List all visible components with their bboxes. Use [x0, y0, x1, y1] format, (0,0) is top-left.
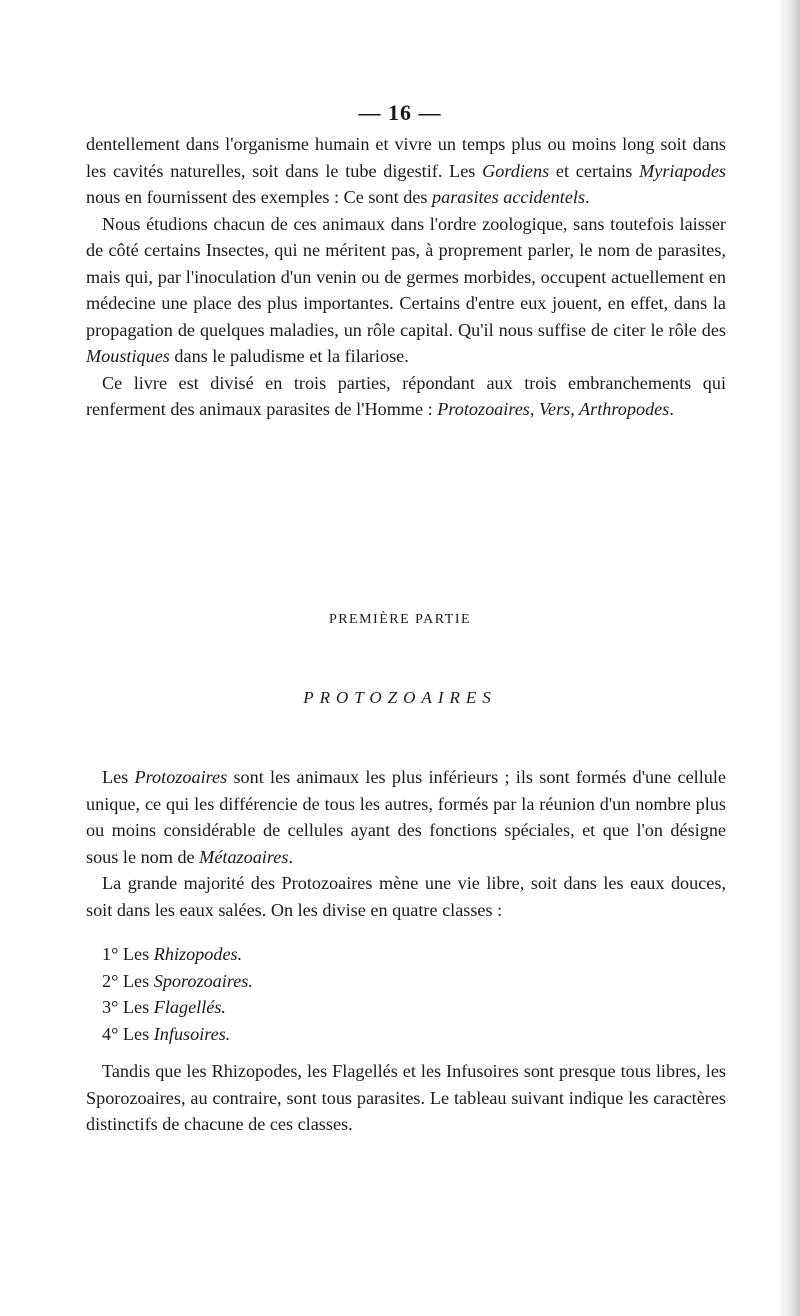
- protozoa-class-list: [102, 941, 253, 1047]
- intro-paragraph-3: Ce livre est divisé en trois parties, répondant aux trois embranchements qui renferment des animaux parasites de l'Homme : Protozoaires, Vers, Arthropodes.: [86, 372, 726, 419]
- list-item: 3° Les Flagellés.: [102, 997, 226, 1017]
- intro-paragraph-2: Nous étudions chacun de ces animaux dans l'ordre zoologique, sans toutefois laisser de côté certains Insectes, qui ne méritent pas, à proprement parler, le nom de parasites, mais qui, par l'inoculation d'un venin ou de germes morbides, occupent actuellement en médecine une place des plus importantes. Certains d'entre eux jouent, en effet, dans la propagation de quelques maladies, un rôle capital. Qu'il nous suffise de citer le rôle des Moustiques dans le paludisme et la filariose.: [86, 213, 726, 366]
- page-edge-shadow: [778, 0, 800, 1316]
- part-heading: PREMIÈRE PARTIE: [328, 612, 472, 627]
- list-item: 2° Les Sporozoaires.: [102, 970, 253, 991]
- section-title: PROTOZOAIRES: [303, 688, 497, 707]
- page-number: — 16 —: [358, 100, 442, 125]
- intro-paragraph-1: dentellement dans l'organisme humain et vivre un temps plus ou moins long soit dans les cavités naturelles, soit dans le tube digestif. Les Gordiens et certains Myriapodes nous en fournissent des exemples : Ce sont des parasites accidentels.: [86, 134, 726, 207]
- protozoa-text: [86, 764, 726, 923]
- protozoa-paragraph-3: Tandis que les Rhizopodes, les Flagellés et les Infusoires sont presque tous libres, les Sporozoaires, au contraire, sont tous parasites. Le tableau suivant indique les caractères distinctifs de chacune de ces classes.: [86, 1061, 726, 1134]
- closing-text: [86, 1058, 726, 1138]
- intro-text: [86, 131, 726, 423]
- protozoa-paragraph-1: Les Protozoaires sont les animaux les plus inférieurs ; ils sont formés d'une cellule unique, ce qui les différencie de tous les autres, formés par la réunion d'un nombre plus ou moins considérable de cellules ayant des fonctions spéciales, et que l'on désigne sous le nom de Métazoaires.: [86, 767, 726, 867]
- list-item: 1° Les Rhizopodes.: [102, 944, 243, 964]
- list-item: 4° Les Infusoires.: [102, 1023, 231, 1044]
- protozoa-paragraph-2: La grande majorité des Protozoaires mène une vie libre, soit dans les eaux douces, soit dans les eaux salées. On les divise en quatre classes :: [86, 873, 726, 920]
